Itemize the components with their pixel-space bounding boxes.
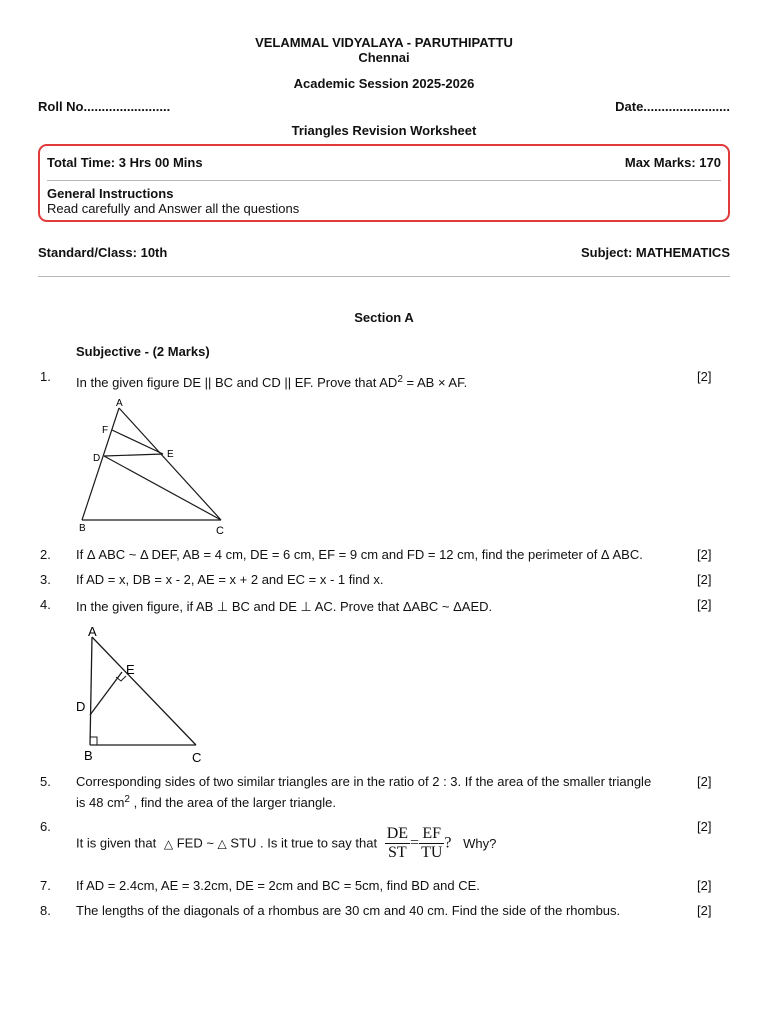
max-marks: Max Marks: 170: [624, 155, 721, 170]
instructions-heading: General Instructions: [47, 186, 174, 201]
question-marks: [2]: [697, 903, 712, 918]
figure1-label-e: E: [167, 449, 174, 460]
figure-triangle-perpendicular: [76, 621, 216, 766]
question-number: 3.: [40, 572, 51, 587]
school-city: Chennai: [358, 50, 410, 65]
school-name: VELAMMAL VIDYALAYA - PARUTHIPATTU: [255, 35, 513, 50]
question-text: In the given figure, if AB ⊥ BC and DE ⊥ AC. Prove that ΔABC ~ ΔAED.: [76, 599, 493, 614]
worksheet-title: Triangles Revision Worksheet: [291, 123, 477, 138]
figure2-label-a: A: [88, 624, 97, 639]
standard-class: Standard/Class: 10th: [38, 245, 168, 260]
question-text: It is given that △ FED ~ △ STU . Is it true to say that $\frac{DE}{ST}$ = $\frac{EF}{TU}$ ? Why?: [76, 825, 497, 861]
date-field: Date........................: [615, 99, 730, 114]
figure-triangle-de-bc: [76, 394, 236, 539]
question-text: In the given figure DE || BC and CD || EF. Prove that $AD^2$ = AB × AF.: [76, 374, 468, 390]
info-box: [38, 144, 730, 222]
section-title: Section A: [354, 310, 414, 325]
figure1-label-b: B: [79, 523, 86, 534]
question-number: 7.: [40, 878, 51, 893]
fraction-ef-tu: $\frac{EF}{TU}$: [421, 825, 443, 861]
figure2-label-e: E: [126, 662, 135, 677]
question-marks: [2]: [697, 597, 712, 612]
question-marks: [2]: [697, 572, 712, 587]
total-time: Total Time: 3 Hrs 00 Mins: [47, 155, 203, 170]
question-number: 6.: [40, 819, 51, 834]
figure2-label-c: C: [192, 750, 202, 765]
figure1-label-a: A: [116, 398, 123, 409]
question-text: Corresponding sides of two similar triangles are in the ratio of 2 : 3. If the area of the smaller triangle is 48 $cm^2$ , find the area of the larger triangle.: [76, 774, 652, 810]
instructions-text: Read carefully and Answer all the questions: [47, 201, 300, 216]
question-marks: [2]: [697, 774, 712, 789]
figure2-label-d: D: [76, 699, 86, 714]
question-number: 5.: [40, 774, 51, 789]
question-number: 1.: [40, 369, 51, 384]
figure2-label-b: B: [84, 748, 93, 763]
question-marks: [2]: [697, 369, 712, 384]
figure1-label-f: F: [102, 425, 109, 436]
figure1-label-d: D: [93, 453, 101, 464]
fraction-de-st: $\frac{DE}{ST}$: [386, 825, 409, 861]
question-marks: [2]: [697, 878, 712, 893]
question-number: 4.: [40, 597, 51, 612]
info-box-divider: [47, 180, 721, 181]
academic-session: Academic Session 2025-2026: [293, 76, 475, 91]
question-text: The lengths of the diagonals of a rhombus are 30 cm and 40 cm. Find the side of the rhombus.: [76, 903, 621, 918]
section-subtitle: Subjective - (2 Marks): [76, 344, 210, 359]
roll-no-field: Roll No........................: [38, 99, 171, 114]
question-text: If AD = x, DB = x - 2, AE = x + 2 and EC = x - 1 find x.: [76, 572, 384, 587]
question-marks: [2]: [697, 547, 712, 562]
question-number: 8.: [40, 903, 51, 918]
question-number: 2.: [40, 547, 51, 562]
figure1-label-c: C: [216, 525, 224, 537]
subject: Subject: MATHEMATICS: [580, 245, 730, 260]
question-text: If Δ ABC ~ Δ DEF, AB = 4 cm, DE = 6 cm, EF = 9 cm and FD = 12 cm, find the perimeter of Δ ABC.: [76, 547, 643, 562]
question-text: If AD = 2.4cm, AE = 3.2cm, DE = 2cm and BC = 5cm, find BD and CE.: [76, 878, 480, 893]
question-marks: [2]: [697, 819, 712, 834]
header-divider: [38, 276, 730, 277]
